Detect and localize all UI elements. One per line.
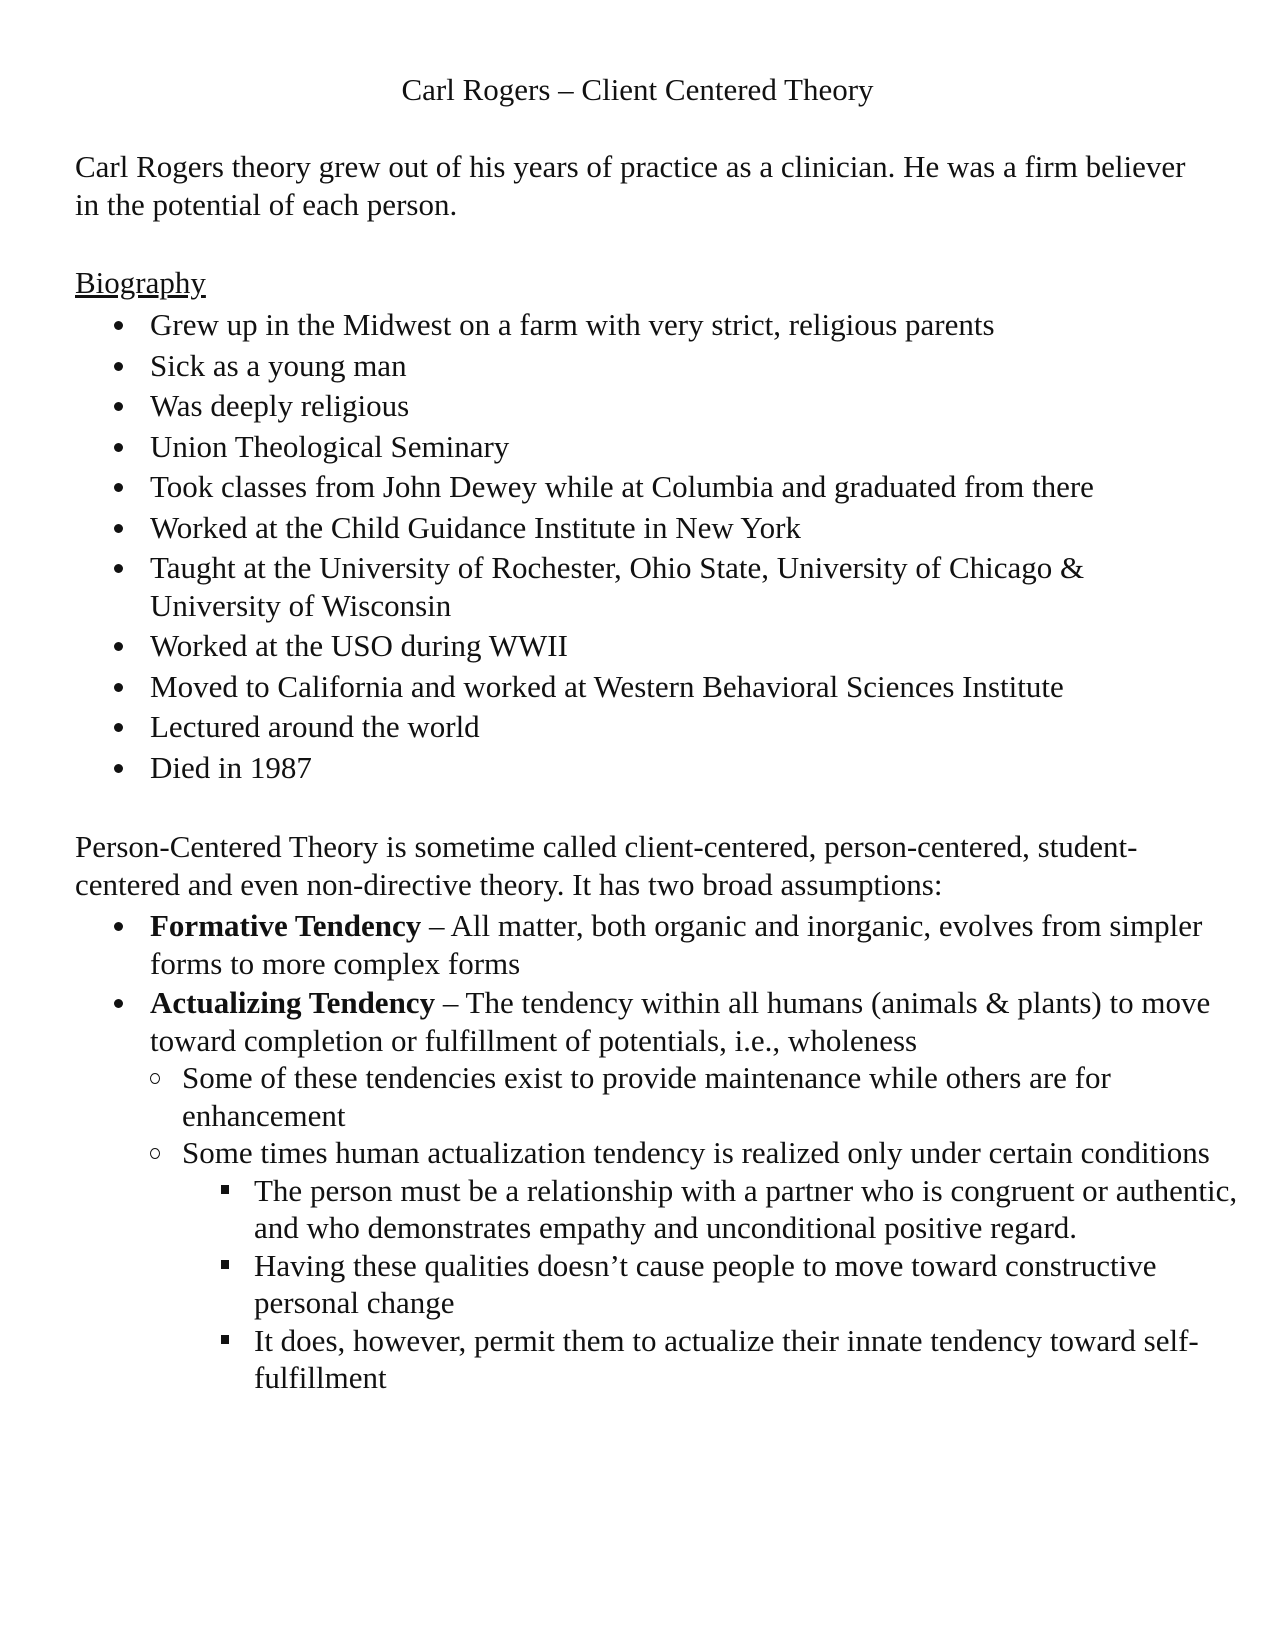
- bullet-icon: [114, 443, 123, 452]
- sub-list: [110, 1059, 1240, 1397]
- bullet-icon: [114, 764, 123, 773]
- list-item: Taught at the University of Rochester, Ohio State, University of Chicago & University of Wisconsin: [110, 549, 1220, 624]
- bullet-icon: [114, 922, 123, 931]
- list-item: Worked at the Child Guidance Institute in New York: [110, 509, 1220, 547]
- bullet-icon: [114, 524, 123, 533]
- sub-sub-list-item: The person must be a relationship with a partner who is congruent or authentic, and who demonstrates empathy and unconditional positive regard.: [182, 1172, 1240, 1247]
- theory-intro-paragraph: Person-Centered Theory is sometime called client-centered, person-centered, student-centered and even non-directive theory. It has two broad assumptions:: [75, 829, 1138, 902]
- list-item: Lectured around the world: [110, 708, 1220, 746]
- bullet-icon: [114, 402, 123, 411]
- assumption-actualizing: Actualizing Tendency – The tendency within all humans (animals & plants) to move toward completion or fulfillment of potentials, i.e., wholeness Some of these tendencies exist to provide maintenance while others are for enhancement Some times human actualization tendency is realized only under certain conditions The person must be a relationship with a partner who is congruent or authentic, and who demonstrates empathy and unconditional positive regard. Having these qualities doesn’t cause people to move toward constructive personal change It does, however, permit them to actualize their innate tendency toward self-fulfillment: [110, 984, 1240, 1397]
- square-bullet-icon: [221, 1335, 229, 1344]
- assumptions-list: [110, 907, 1240, 1399]
- document-title: Carl Rogers – Client Centered Theory: [401, 72, 874, 107]
- square-bullet-icon: [221, 1185, 229, 1194]
- square-bullet-icon: [221, 1260, 229, 1269]
- intro-paragraph: Carl Rogers theory grew out of his years of practice as a clinician. He was a firm believer in the potential of each person.: [75, 149, 1186, 222]
- list-item: Died in 1987: [110, 749, 1220, 787]
- assumption-formative: Formative Tendency – All matter, both organic and inorganic, evolves from simpler forms to more complex forms: [110, 907, 1240, 982]
- circle-bullet-icon: [150, 1148, 160, 1159]
- list-item: Union Theological Seminary: [110, 428, 1220, 466]
- bullet-icon: [114, 723, 123, 732]
- list-item: Moved to California and worked at Western Behavioral Sciences Institute: [110, 668, 1220, 706]
- sub-sub-list: [182, 1172, 1240, 1397]
- biography-heading: Biography: [75, 265, 206, 300]
- biography-list: [110, 306, 1220, 789]
- list-item: Took classes from John Dewey while at Columbia and graduated from there: [110, 468, 1220, 506]
- list-item: Sick as a young man: [110, 347, 1220, 385]
- sub-list-item: Some times human actualization tendency is realized only under certain conditions The person must be a relationship with a partner who is congruent or authentic, and who demonstrates empathy and unconditional positive regard. Having these qualities doesn’t cause people to move toward constructive personal change It does, however, permit them to actualize their innate tendency toward self-fulfillment: [110, 1134, 1240, 1397]
- list-item: Grew up in the Midwest on a farm with very strict, religious parents: [110, 306, 1220, 344]
- assumption-term: Formative Tendency: [150, 908, 422, 943]
- list-item: Was deeply religious: [110, 387, 1220, 425]
- bullet-icon: [114, 564, 123, 573]
- bullet-icon: [114, 642, 123, 651]
- list-item: Worked at the USO during WWII: [110, 627, 1220, 665]
- circle-bullet-icon: [150, 1073, 160, 1084]
- bullet-icon: [114, 321, 123, 330]
- bullet-icon: [114, 683, 123, 692]
- assumption-term: Actualizing Tendency: [150, 985, 436, 1020]
- sub-sub-list-item: Having these qualities doesn’t cause people to move toward constructive personal change: [182, 1247, 1240, 1322]
- sub-sub-list-item: It does, however, permit them to actualize their innate tendency toward self-fulfillment: [182, 1322, 1240, 1397]
- sub-list-item: Some of these tendencies exist to provide maintenance while others are for enhancement: [110, 1059, 1240, 1134]
- bullet-icon: [114, 483, 123, 492]
- bullet-icon: [114, 999, 123, 1008]
- bullet-icon: [114, 362, 123, 371]
